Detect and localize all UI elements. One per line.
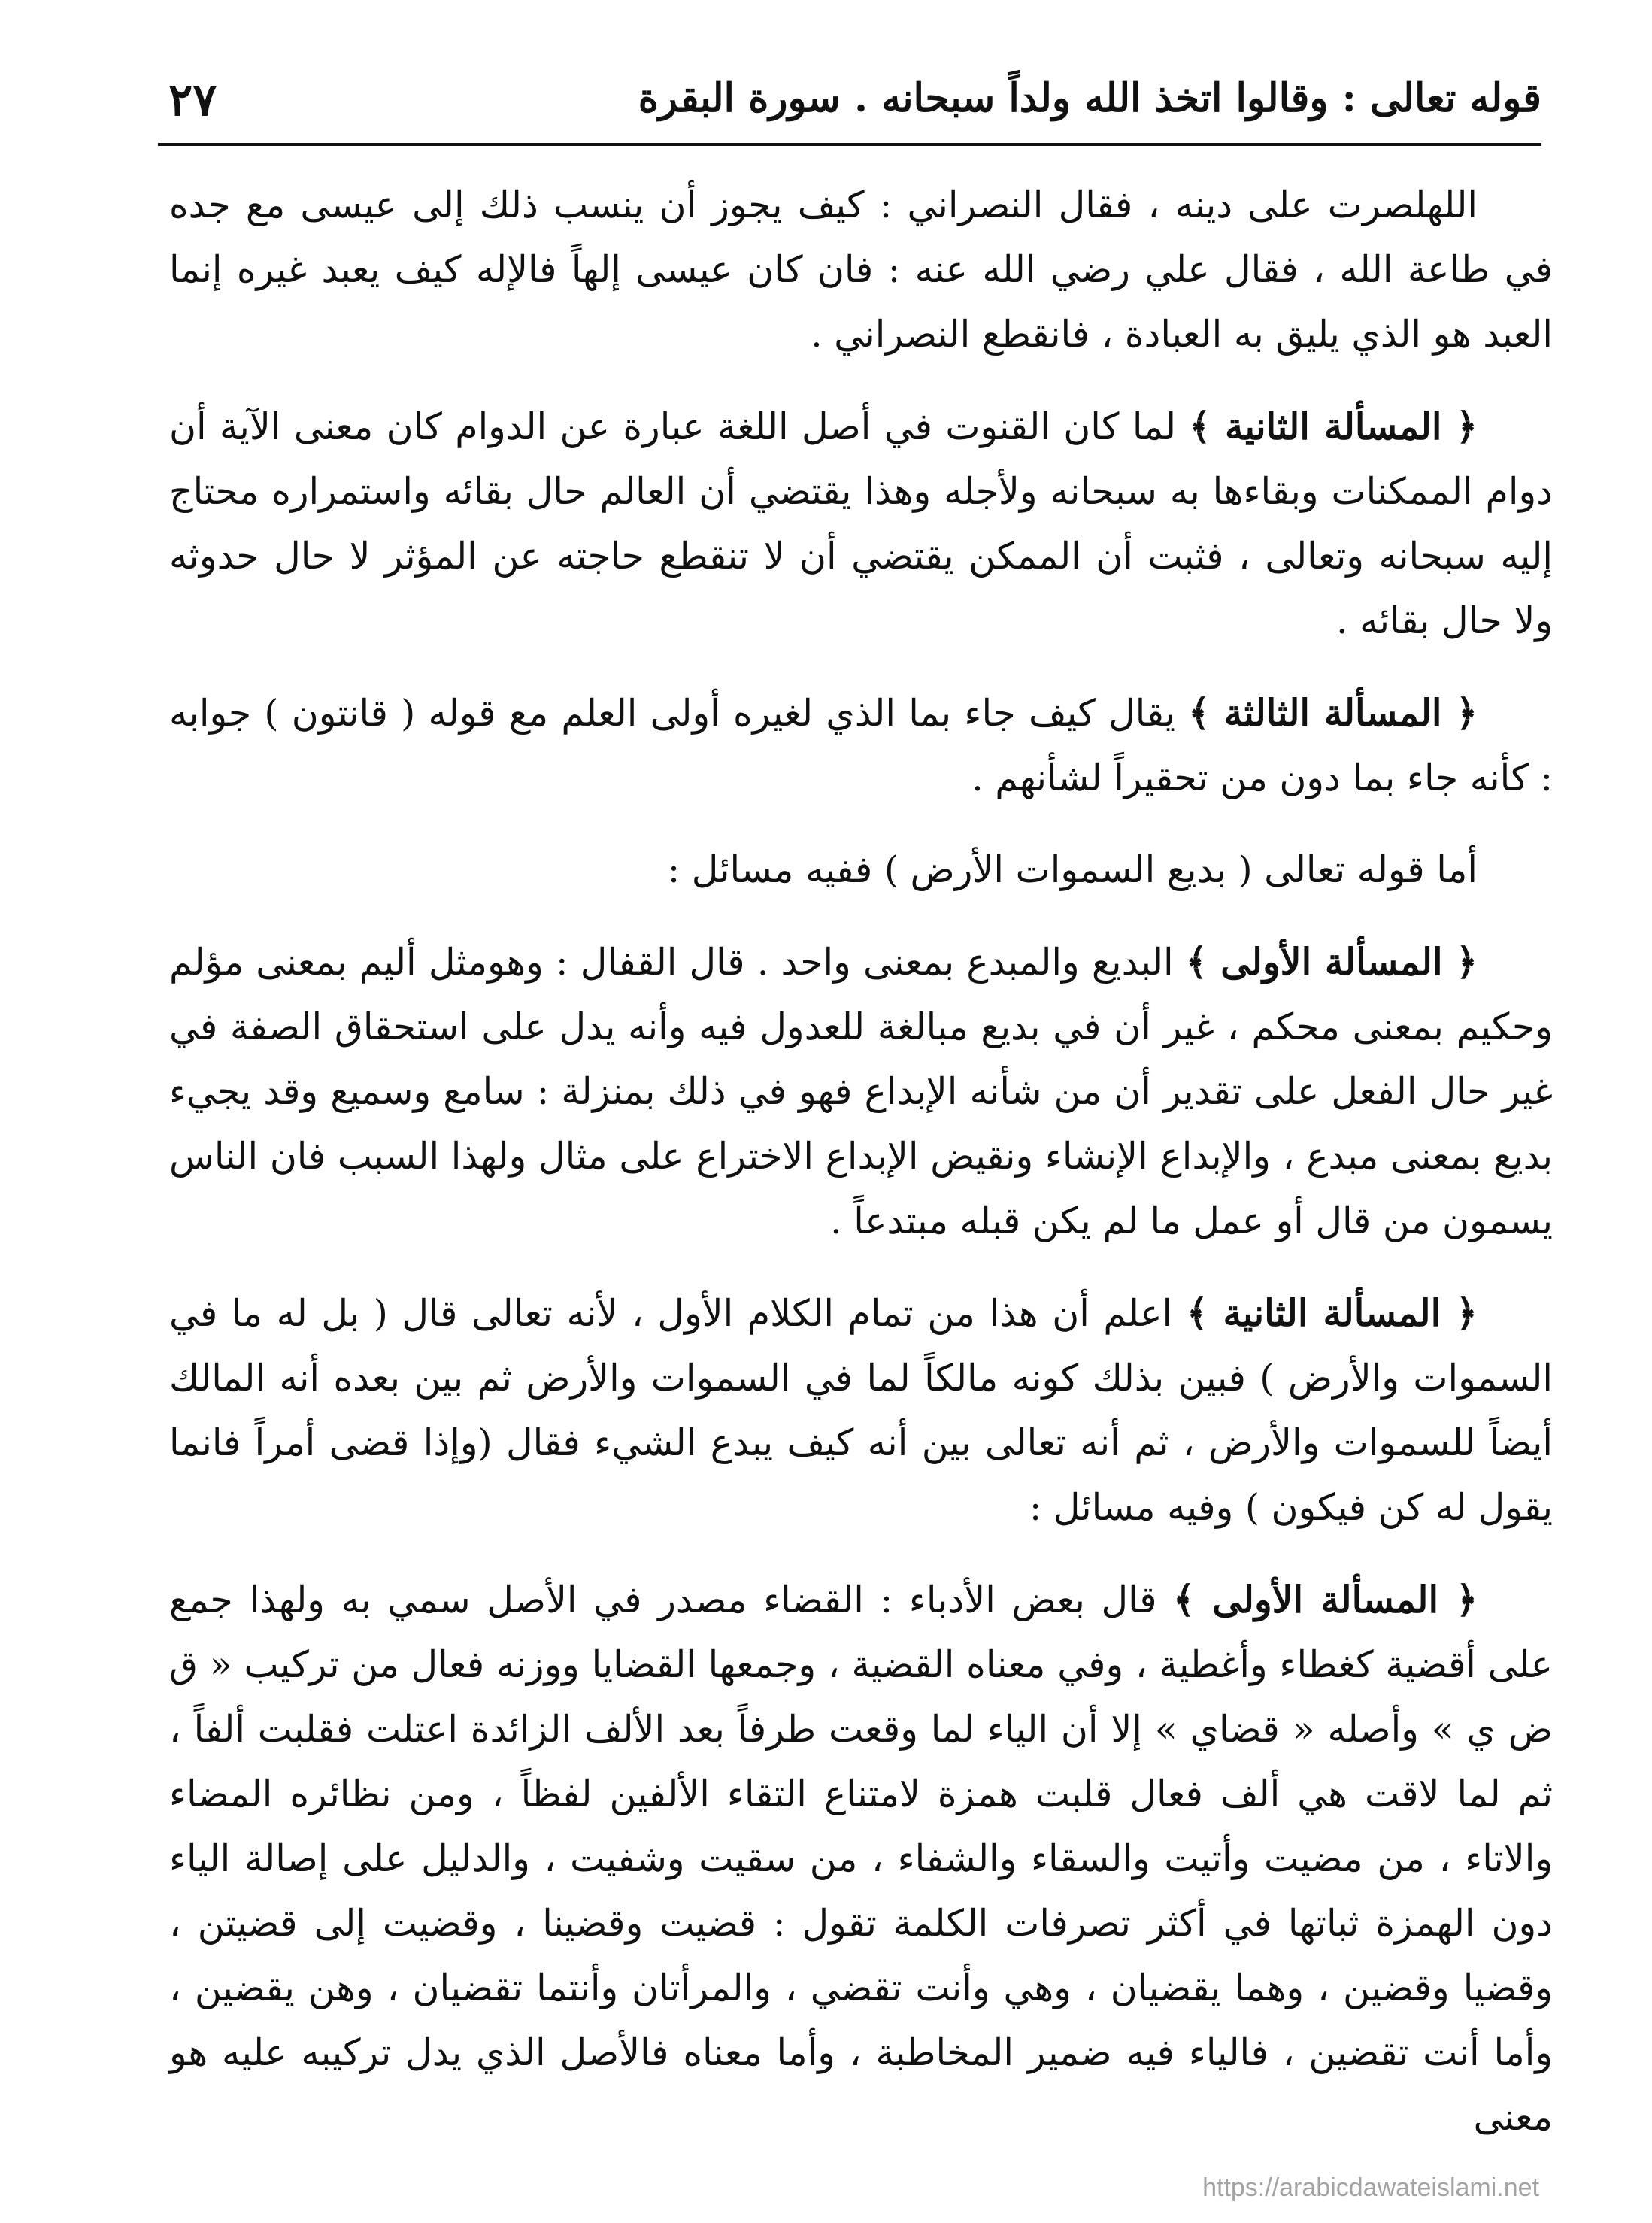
issue-heading: ﴿ المسألة الأولى ﴾ xyxy=(1185,940,1478,984)
paragraph-text: أما قوله تعالى ( بديع السموات الأرض ) ففيه مسائل : xyxy=(667,848,1478,891)
paragraph-text: اللهلصرت على دينه ، فقال النصراني : كيف يجوز أن ينسب ذلك إلى عيسى مع جده في طاعة الله ، فقال علي رضي الله عنه : فان كان عيسى إلهاً فالإله كيف يعبد غيره إنما العبد هو الذي يليق به العبادة ، فانقطع النصراني . xyxy=(169,183,1553,356)
paragraph xyxy=(169,838,1553,902)
paragraph-text: البديع والمبدع بمعنى واحد . قال القفال : وهومثل أليم بمعنى مؤلم وحكيم بمعنى محكم ، غير أن في بديع مبالغة للعدول فيه وأنه يدل على استحقاق الصفة في غير حال الفعل على تقدير أن من شأنه الإبداع فهو في ذلك بمنزلة : سامع وسميع وقد يجيء بديع بمعنى مبدع ، والإبداع الإنشاء ونقيض الإبداع الاختراع على مثال ولهذا السبب فان الناس يسمون من قال أو عمل ما لم يكن قبله مبتدعاً . xyxy=(169,941,1553,1242)
body-text xyxy=(169,173,1553,2177)
page-header xyxy=(158,69,1541,144)
running-head: قوله تعالى : وقالوا اتخذ الله ولداً سبحانه . سورة البقرة xyxy=(638,75,1541,121)
issue-heading: ﴿ المسألة الأولى ﴾ xyxy=(1173,1578,1478,1621)
paragraph xyxy=(169,681,1553,811)
paragraph-text: اعلم أن هذا من تمام الكلام الأول ، لأنه تعالى قال ( بل له ما في السموات والأرض ) فبين بذلك كونه مالكاً لما في السموات والأرض ثم بين بعده أنه المالك أيضاً للسموات والأرض ، ثم أنه تعالى بين أنه كيف يبدع الشيء فقال (وإذا قضى أمراً فانما يقول له كن فيكون ) وفيه مسائل : xyxy=(169,1292,1553,1529)
paragraph xyxy=(169,930,1553,1254)
paragraph-text: قال بعض الأدباء : القضاء مصدر في الأصل سمي به ولهذا جمع على أقضية كغطاء وأغطية ، وفي معناه القضية ، وجمعها القضايا ووزنه فعال من تركيب « ق ض ي » وأصله « قضاي » إلا أن الياء لما وقعت طرفاً بعد الألف الزائدة اعتلت فقلبت ألفاً ، ثم لما لاقت هي ألف فعال قلبت همزة لامتناع التقاء الألفين لفظاً ، ومن نظائره المضاء والاتاء ، من مضيت وأتيت والسقاء والشفاء ، من سقيت وشفيت ، والدليل على إصالة الياء دون الهمزة ثباتها في أكثر تصرفات الكلمة تقول : قضيت وقضينا ، وقضيت إلى قضيتن ، وقضيا وقضين ، وهما يقضيان ، وهي وأنت تقضي ، والمرأتان وأنتما تقضيان ، وهن يقضين ، وأما أنت تقضين ، فالياء فيه ضمير المخاطبة ، وأما معناه فالأصل الذي يدل تركيبه عليه هو معنى xyxy=(169,1579,1553,2139)
page-number: ٢٧ xyxy=(168,74,217,126)
paragraph xyxy=(169,173,1553,367)
paragraph xyxy=(169,394,1553,654)
paragraph xyxy=(169,1281,1553,1540)
paragraph-text: يقال كيف جاء بما الذي لغيره أولى العلم مع قوله ( قانتون ) جوابه : كأنه جاء بما دون من تحقيراً لشأنهم . xyxy=(169,692,1553,799)
header-rule xyxy=(158,143,1541,146)
issue-heading: ﴿ المسألة الثالثة ﴾ xyxy=(1188,691,1478,735)
watermark-url: https://arabicdawateislami.net xyxy=(1202,2173,1539,2202)
paragraph xyxy=(169,1567,1553,2150)
issue-heading: ﴿ المسألة الثانية ﴾ xyxy=(1186,1291,1478,1335)
paragraph-text: لما كان القنوت في أصل اللغة عبارة عن الدوام كان معنى الآية أن دوام الممكنات وبقاءها به سبحانه ولأجله وهذا يقتضي أن العالم حال بقائه واستمراره محتاج إليه سبحانه وتعالى ، فثبت أن الممكن يقتضي أن لا تنقطع حاجته عن المؤثر لا حال حدوثه ولا حال بقائه . xyxy=(169,405,1553,642)
issue-heading: ﴿ المسألة الثانية ﴾ xyxy=(1189,405,1478,448)
